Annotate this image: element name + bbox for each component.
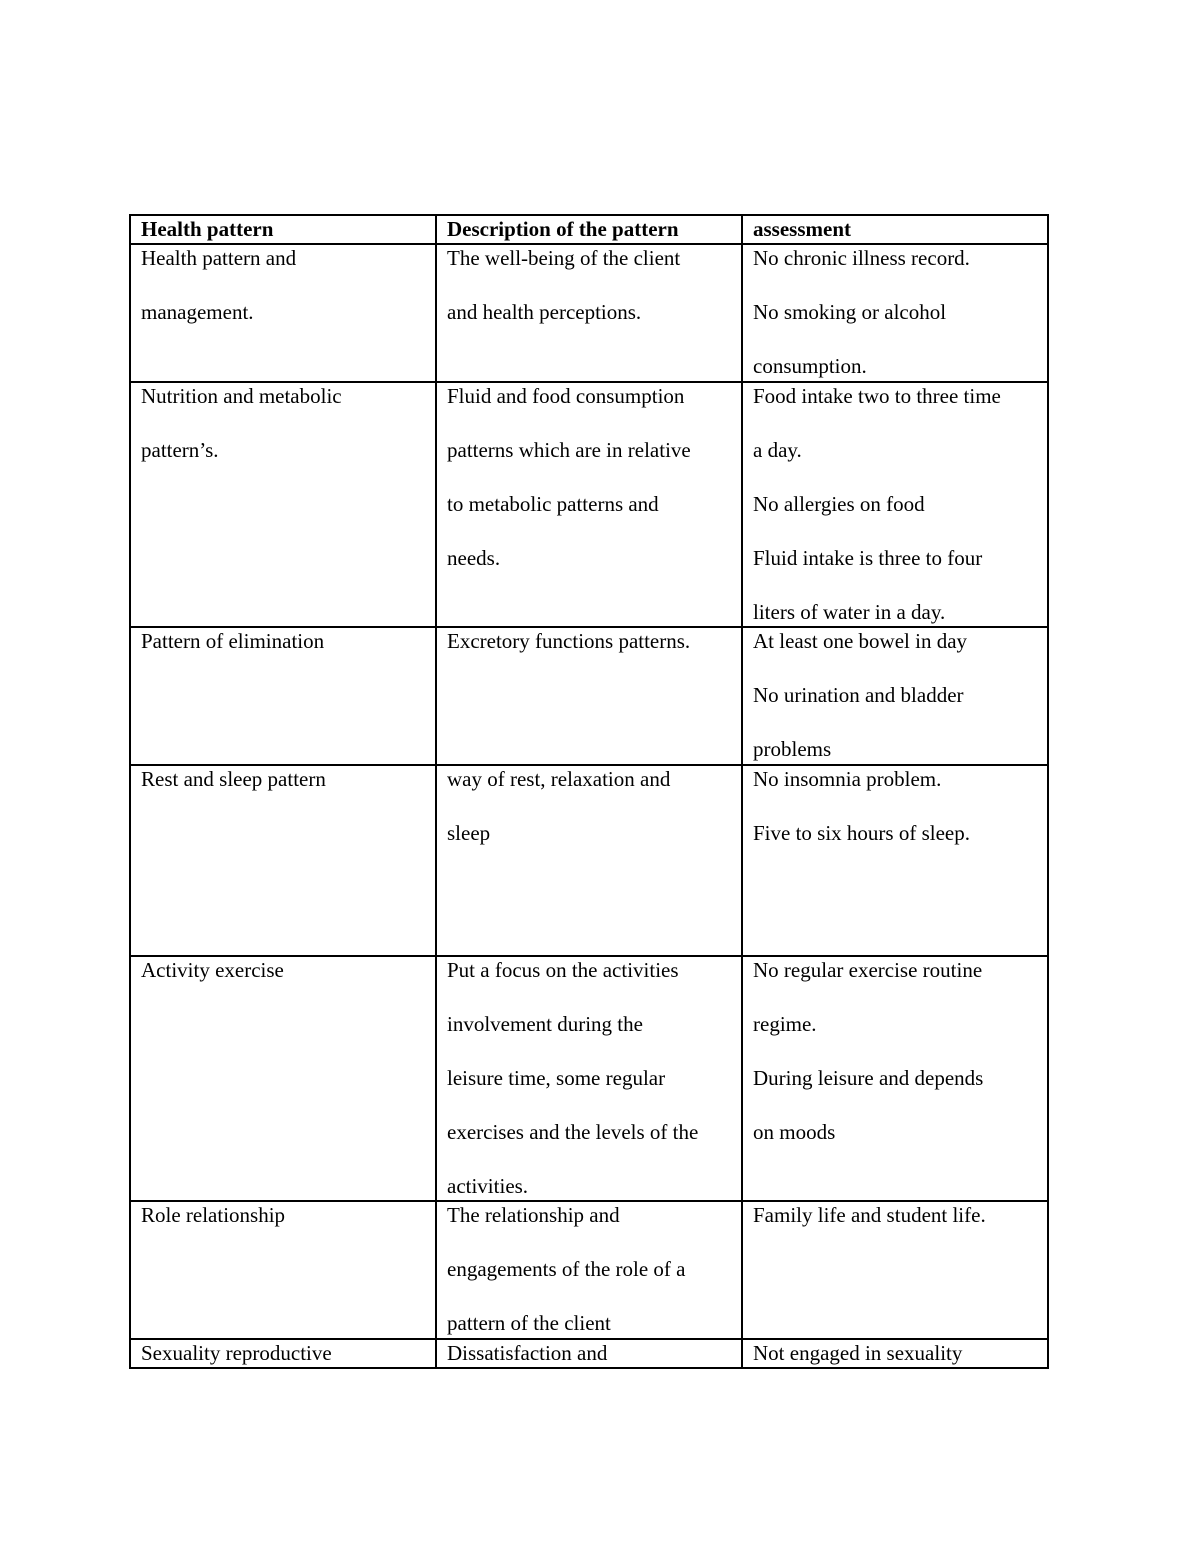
cell-line: No regular exercise routine <box>753 958 983 982</box>
cell-pattern <box>130 382 436 627</box>
cell-line: on moods <box>753 1120 836 1144</box>
cell-line: engagements of the role of a <box>447 1257 686 1281</box>
cell-pattern <box>130 956 436 1201</box>
cell-pattern <box>130 1201 436 1339</box>
cell-line: Nutrition and metabolic <box>141 384 342 408</box>
cell-line: No urination and bladder <box>753 683 964 707</box>
cell-pattern <box>130 765 436 956</box>
cell-line: needs. <box>447 546 501 570</box>
cell-assessment <box>742 765 1048 956</box>
cell-line: Dissatisfaction and <box>447 1341 608 1365</box>
header-assessment: assessment <box>742 215 1048 244</box>
cell-pattern <box>130 627 436 765</box>
cell-line: Pattern of elimination <box>141 629 325 653</box>
cell-line: No chronic illness record. <box>753 246 970 270</box>
cell-description <box>436 244 742 382</box>
cell-line: Not engaged in sexuality <box>753 1341 963 1365</box>
table-row <box>130 1201 1048 1339</box>
cell-line: Role relationship <box>141 1203 286 1227</box>
cell-line: sleep <box>447 821 491 845</box>
table-row <box>130 956 1048 1201</box>
cell-description <box>436 382 742 627</box>
cell-line: The well-being of the client <box>447 246 681 270</box>
cell-line: No smoking or alcohol <box>753 300 947 324</box>
table-row <box>130 627 1048 765</box>
cell-line: Fluid and food consumption <box>447 384 685 408</box>
cell-line: regime. <box>753 1012 817 1036</box>
cell-assessment <box>742 1201 1048 1339</box>
cell-line: to metabolic patterns and <box>447 492 659 516</box>
cell-line: consumption. <box>753 354 867 378</box>
cell-description <box>436 1339 742 1368</box>
table-header-row <box>130 215 1048 244</box>
cell-line: involvement during the <box>447 1012 643 1036</box>
cell-line: Family life and student life. <box>753 1203 986 1227</box>
cell-line: Health pattern and <box>141 246 297 270</box>
cell-line: activities. <box>447 1174 529 1198</box>
table-row <box>130 382 1048 627</box>
cell-line: pattern’s. <box>141 438 219 462</box>
cell-line: a day. <box>753 438 802 462</box>
header-description: Description of the pattern <box>436 215 742 244</box>
cell-description <box>436 627 742 765</box>
cell-line: Rest and sleep pattern <box>141 767 326 791</box>
cell-line: patterns which are in relative <box>447 438 691 462</box>
cell-assessment <box>742 1339 1048 1368</box>
cell-line: No allergies on food <box>753 492 925 516</box>
table-row <box>130 1339 1048 1368</box>
cell-line: Sexuality reproductive <box>141 1341 332 1365</box>
cell-description <box>436 956 742 1201</box>
cell-line: During leisure and depends <box>753 1066 984 1090</box>
cell-line: and health perceptions. <box>447 300 642 324</box>
cell-line: Fluid intake is three to four <box>753 546 983 570</box>
header-health-pattern: Health pattern <box>130 215 436 244</box>
cell-pattern <box>130 244 436 382</box>
cell-assessment <box>742 627 1048 765</box>
table-row <box>130 244 1048 382</box>
health-pattern-table <box>129 214 1049 1369</box>
cell-line: pattern of the client <box>447 1311 611 1335</box>
cell-line: Food intake two to three time <box>753 384 1001 408</box>
cell-assessment <box>742 382 1048 627</box>
cell-line: exercises and the levels of the <box>447 1120 699 1144</box>
cell-line: Five to six hours of sleep. <box>753 821 970 845</box>
cell-description <box>436 1201 742 1339</box>
cell-line: No insomnia problem. <box>753 767 942 791</box>
cell-line: Activity exercise <box>141 958 284 982</box>
cell-line: management. <box>141 300 254 324</box>
cell-line: way of rest, relaxation and <box>447 767 671 791</box>
cell-line: Put a focus on the activities <box>447 958 679 982</box>
cell-line: liters of water in a day. <box>753 600 946 624</box>
cell-pattern <box>130 1339 436 1368</box>
cell-line: At least one bowel in day <box>753 629 968 653</box>
table-row <box>130 765 1048 956</box>
cell-line: leisure time, some regular <box>447 1066 666 1090</box>
cell-line: problems <box>753 737 832 761</box>
cell-line: Excretory functions patterns. <box>447 629 691 653</box>
cell-description <box>436 765 742 956</box>
cell-assessment <box>742 956 1048 1201</box>
cell-assessment <box>742 244 1048 382</box>
cell-line: The relationship and <box>447 1203 620 1227</box>
